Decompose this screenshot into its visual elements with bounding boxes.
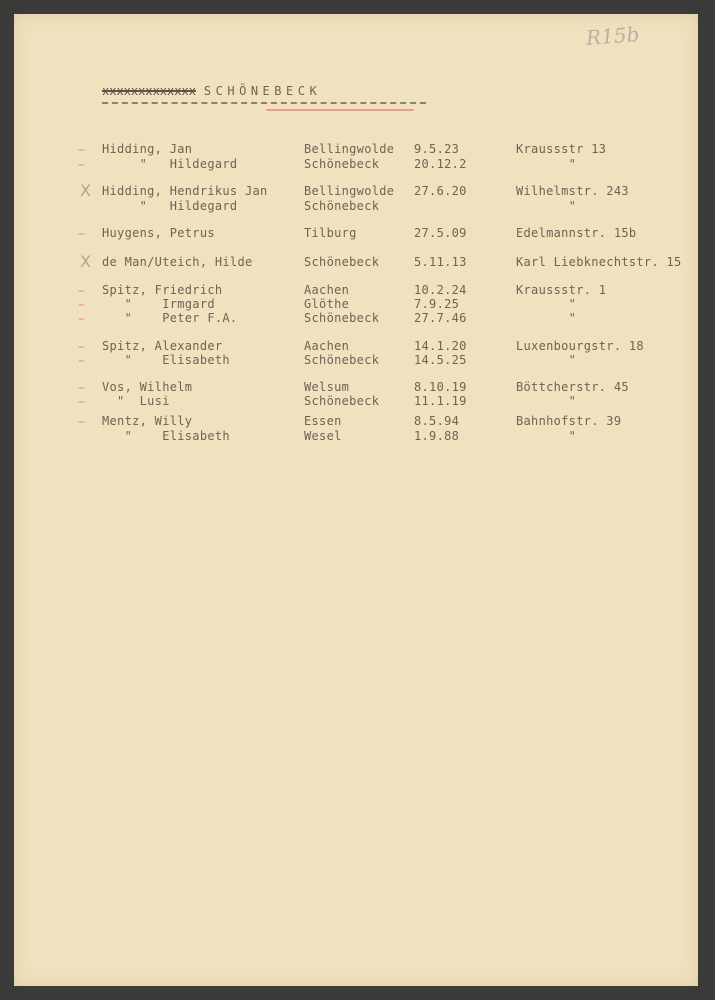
entry-address: Karl Liebknechtstr. 15: [516, 255, 682, 269]
entry-name: " Irmgard: [102, 297, 215, 311]
entry-place: Schönebeck: [304, 353, 380, 367]
entry-name: de Man/Uteich, Hilde: [102, 255, 253, 269]
entry-address: Böttcherstr. 45: [516, 380, 629, 394]
entry-date: 27.5.09: [414, 226, 467, 240]
entry-place: Schönebeck: [304, 311, 380, 325]
entry-name: Vos, Wilhelm: [102, 380, 193, 394]
entry-date: 10.2.24: [414, 283, 467, 297]
entry-address: ": [516, 311, 577, 325]
page-title: SCHÖNEBECK: [203, 84, 322, 98]
entry-address: ": [516, 394, 577, 408]
entry-address: Kraussstr. 1: [516, 283, 607, 297]
entry-name: " Peter F.A.: [102, 311, 238, 325]
dash-mark: –: [78, 283, 85, 299]
entry-name: " Hildegard: [102, 157, 238, 171]
entry-date: 11.1.19: [414, 394, 467, 408]
entry-date: 14.5.25: [414, 353, 467, 367]
entry-place: Bellingwolde: [304, 142, 395, 156]
entry-name: " Elisabeth: [102, 429, 230, 443]
x-mark: X: [80, 252, 91, 271]
entry-place: Aachen: [304, 339, 350, 353]
entry-address: Bahnhofstr. 39: [516, 414, 622, 428]
entry-place: Wesel: [304, 429, 342, 443]
entry-date: 5.11.13: [414, 255, 467, 269]
entry-date: 9.5.23: [414, 142, 460, 156]
entry-address: ": [516, 157, 577, 171]
entry-date: 27.7.46: [414, 311, 467, 325]
entry-date: 20.12.2: [414, 157, 467, 171]
entry-date: 14.1.20: [414, 339, 467, 353]
entry-address: Luxenbourgstr. 18: [516, 339, 644, 353]
entry-address: ": [516, 297, 577, 311]
entry-address: Wilhelmstr. 243: [516, 184, 629, 198]
entry-address: ": [516, 199, 577, 213]
entry-place: Schönebeck: [304, 157, 380, 171]
entry-place: Glöthe: [304, 297, 350, 311]
entry-date: 8.10.19: [414, 380, 467, 394]
dash-mark: –: [78, 311, 85, 327]
x-mark: X: [80, 181, 91, 200]
entry-name: Huygens, Petrus: [102, 226, 215, 240]
pencil-annotation: R15b: [585, 22, 641, 50]
dash-mark: –: [78, 380, 85, 396]
entry-place: Schönebeck: [304, 255, 380, 269]
entry-address: ": [516, 353, 577, 367]
entry-name: " Elisabeth: [102, 353, 230, 367]
entry-name: Spitz, Friedrich: [102, 283, 223, 297]
dash-mark: –: [78, 414, 85, 430]
entry-place: Welsum: [304, 380, 350, 394]
entry-place: Tilburg: [304, 226, 357, 240]
entry-name: " Lusi: [102, 394, 170, 408]
entry-date: 1.9.88: [414, 429, 460, 443]
entry-name: Mentz, Willy: [102, 414, 193, 428]
dash-mark: –: [78, 142, 85, 158]
red-underline: [266, 109, 414, 111]
dash-mark: –: [78, 339, 85, 355]
heading-underline: [102, 102, 426, 104]
dash-mark: –: [78, 353, 85, 369]
struck-heading: xxxxxxxxxxxxx: [102, 84, 196, 98]
entry-name: Hidding, Jan: [102, 142, 193, 156]
dash-mark: –: [78, 297, 85, 313]
dash-mark: –: [78, 394, 85, 410]
page-heading: [102, 84, 321, 98]
entry-name: Hidding, Hendrikus Jan: [102, 184, 268, 198]
entry-place: Bellingwolde: [304, 184, 395, 198]
entry-address: Edelmannstr. 15b: [516, 226, 637, 240]
entry-place: Aachen: [304, 283, 350, 297]
entry-name: " Hildegard: [102, 199, 238, 213]
document-page: [14, 14, 698, 986]
entry-address: Kraussstr 13: [516, 142, 607, 156]
entry-name: Spitz, Alexander: [102, 339, 223, 353]
entry-date: 27.6.20: [414, 184, 467, 198]
entry-date: 7.9.25: [414, 297, 460, 311]
entry-address: ": [516, 429, 577, 443]
entry-place: Schönebeck: [304, 199, 380, 213]
entry-place: Schönebeck: [304, 394, 380, 408]
dash-mark: –: [78, 226, 85, 242]
entry-date: 8.5.94: [414, 414, 460, 428]
entry-place: Essen: [304, 414, 342, 428]
dash-mark: –: [78, 157, 85, 173]
